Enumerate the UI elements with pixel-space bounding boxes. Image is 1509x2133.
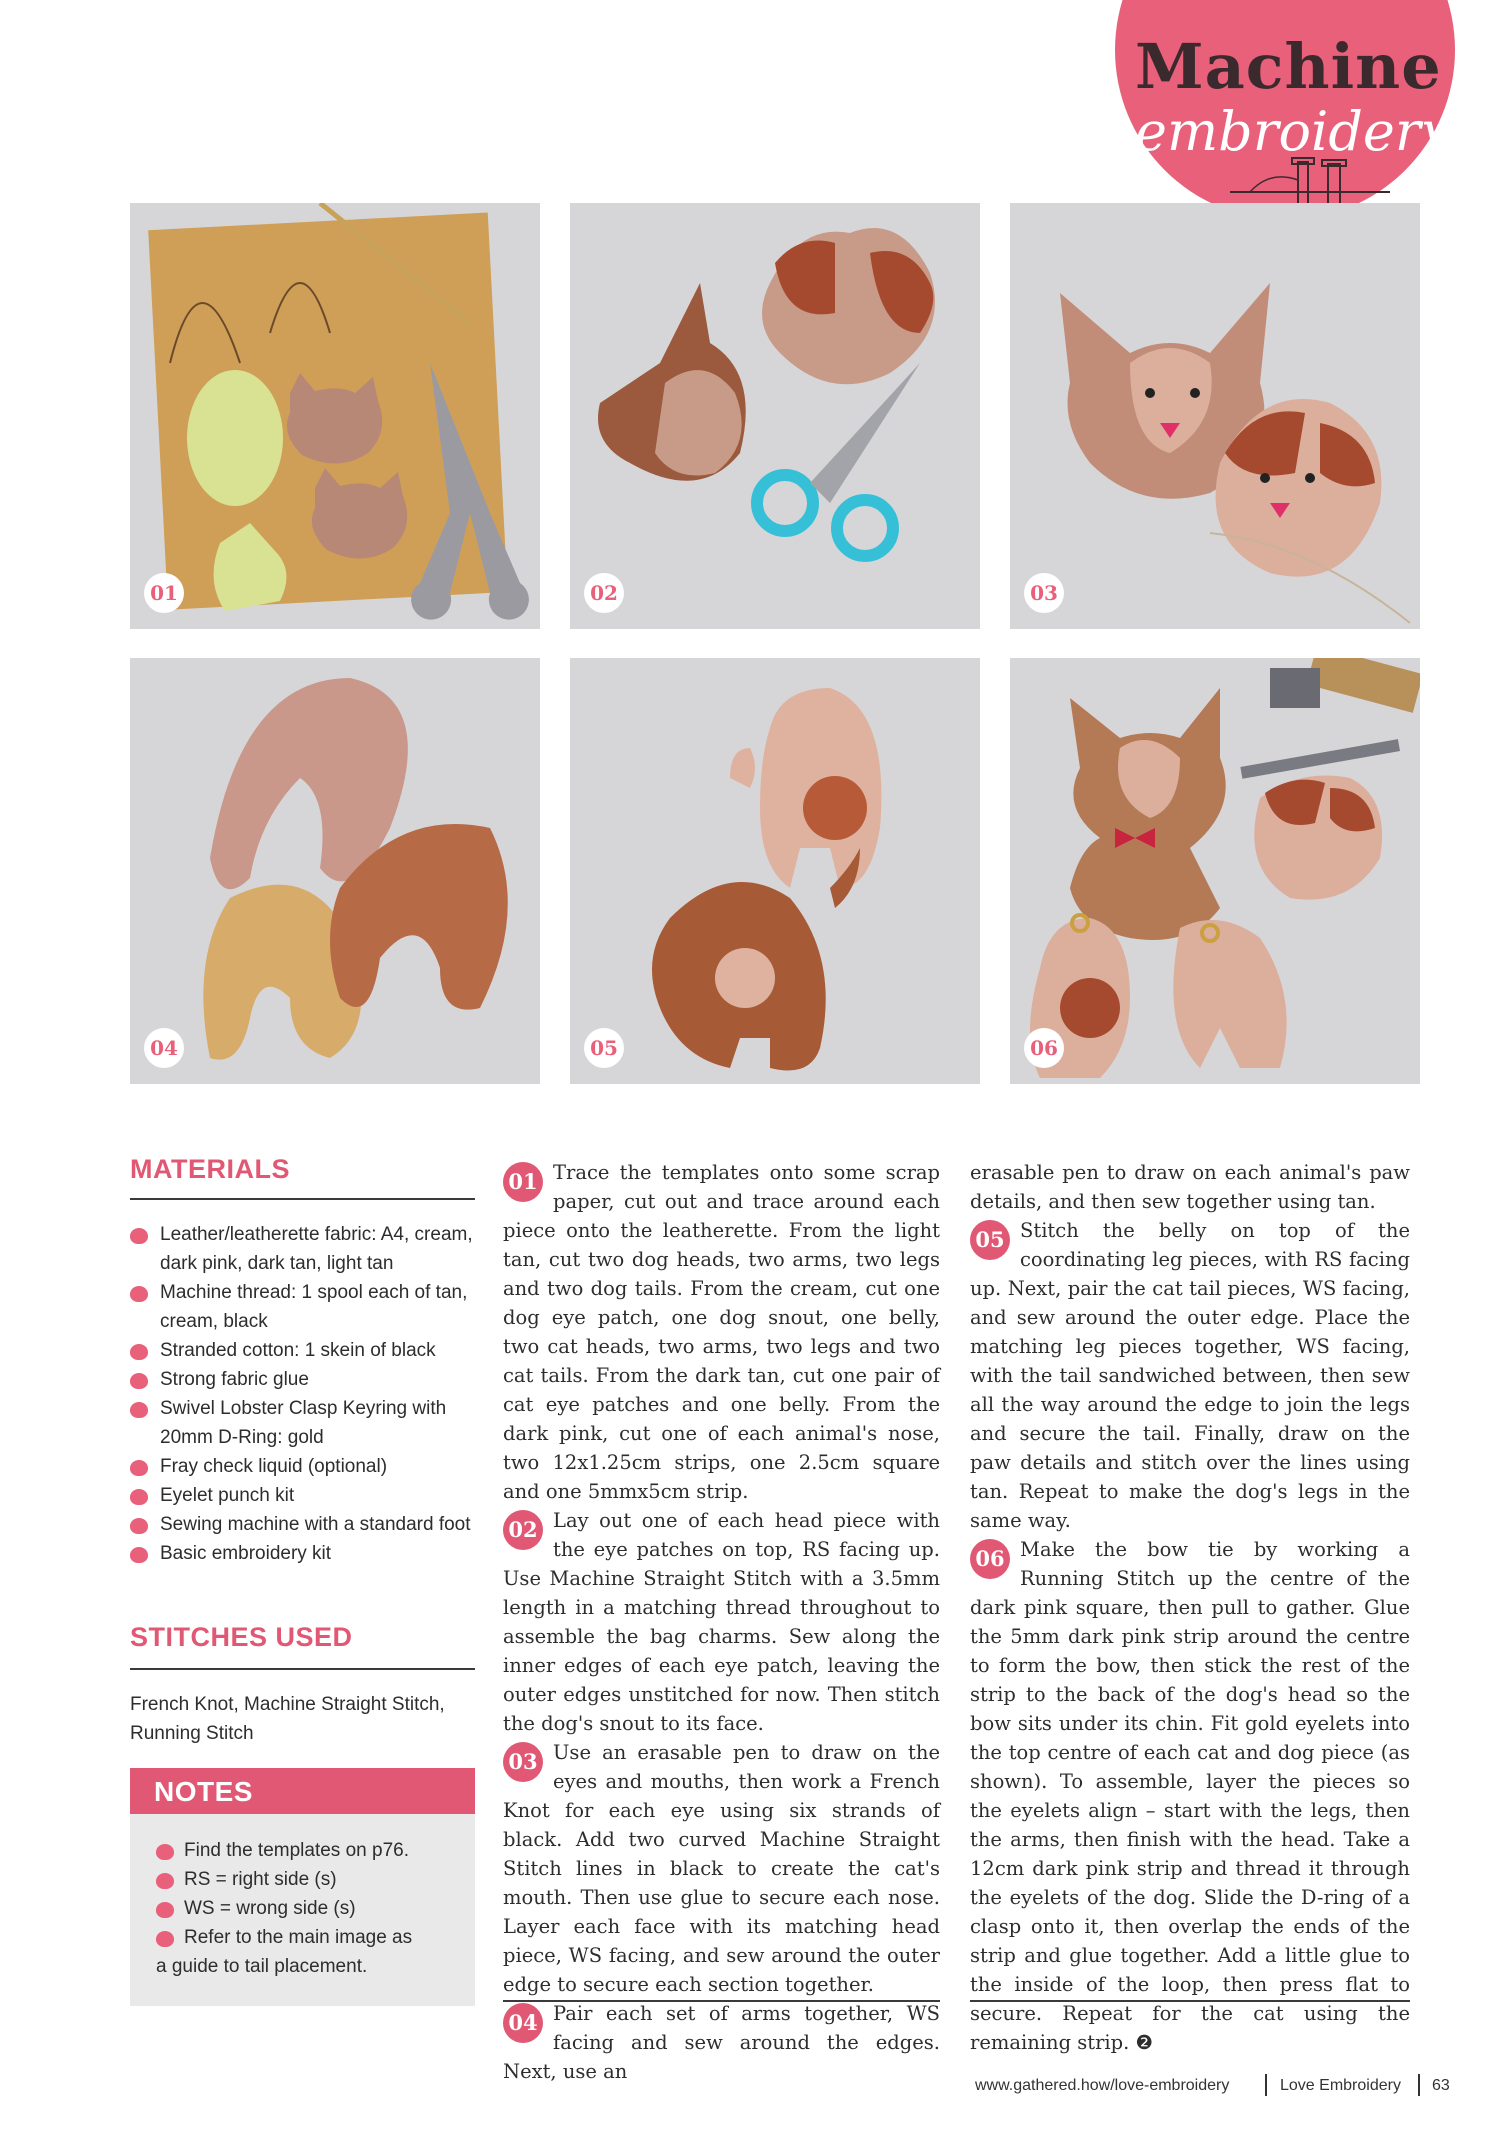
- footer-url: www.gathered.how/love-embroidery: [975, 2077, 1230, 2094]
- step-04: [503, 1999, 940, 2086]
- step-photo-06: [1010, 658, 1420, 1084]
- footer-magazine: Love Embroidery: [1280, 2077, 1401, 2094]
- notes-heading: NOTES: [154, 1776, 253, 1807]
- step-05: [970, 1216, 1410, 1535]
- photo-number: 02: [584, 573, 624, 613]
- steps-column-2: [970, 1158, 1410, 2057]
- step-number-badge: 05: [970, 1220, 1010, 1260]
- list-item: Find the templates on p76.: [156, 1836, 456, 1865]
- step-number-badge: 06: [970, 1539, 1010, 1579]
- steps-column-1: [503, 1158, 940, 2086]
- photo-number: 03: [1024, 573, 1064, 613]
- list-item: Refer to the main image as: [156, 1923, 456, 1952]
- materials-heading: MATERIALS: [130, 1154, 290, 1184]
- list-item: Basic embroidery kit: [130, 1539, 480, 1568]
- list-item: Eyelet punch kit: [130, 1481, 480, 1510]
- step-02: [503, 1506, 940, 1738]
- step-06: [970, 1535, 1410, 2057]
- step-04-continued: erasable pen to draw on each animal's paw details, and then sew together using tan.: [970, 1161, 1410, 1213]
- stitches-heading: STITCHES USED: [130, 1622, 353, 1652]
- stitches-text: French Knot, Machine Straight Stitch, Running Stitch: [130, 1694, 445, 1744]
- step-photo-01: [130, 203, 540, 629]
- step-text: Make the bow tie by working a Running Stitch up the centre of the dark pink square, then pull to gather. Glue the 5mm dark pink strip around the centre to form the bow, then stick the rest of the strip to the back of the dog's head so the bow sits under its chin. Fit gold eyelets into the top centre of each cat and dog piece (as shown). To assemble, layer the pieces so the eyelets align – start with the legs, then the arms, then finish with the head. Take a 12cm dark pink strip and thread it through the eyelets of the dog. Slide the D-ring of a clasp onto it, then overlap the ends of the strip and glue together. Add a little glue to the inside of the loop, then press flat to secure. Repeat for the cat using the remaining strip. ❷: [970, 1538, 1410, 2054]
- step-text: Trace the templates onto some scrap paper, cut out and trace around each piece onto the leatherette. From the light tan, cut two dog heads, two arms, two legs and two dog tails. From the cream, cut one dog eye patch, one dog snout, one belly, two cat heads, two arms, two legs and two cat tails. From the dark tan, cut one pair of cat eye patches and one belly. From the dark pink, cut one of each animal's nose, two 12x1.25cm strips, one 2.5cm square and one 5mmx5cm strip.: [503, 1161, 940, 1503]
- step-text: Pair each set of arms together, WS facing and sew around the edges. Next, use an: [503, 2002, 940, 2083]
- step-text: Stitch the belly on top of the coordinating leg pieces, with RS facing up. Next, pair the cat tail pieces, WS facing, and sew around the outer edge. Place the matching leg pieces together, WS facing, with the tail sandwiched between, then sew all the way around the edge to join the legs and secure the tail. Finally, draw on the paw details and stitch over the lines using tan. Repeat to make the dog's legs in the same way.: [970, 1219, 1410, 1532]
- step-number-badge: 04: [503, 2003, 543, 2043]
- footer-separator: [1265, 2074, 1267, 2096]
- footer-separator: [1418, 2074, 1420, 2096]
- materials-rule: [130, 1198, 475, 1200]
- column-1-end-rule: [503, 2000, 940, 2002]
- list-item: WS = wrong side (s): [156, 1894, 456, 1923]
- stitches-rule: [130, 1668, 475, 1670]
- step-number-badge: 01: [503, 1162, 543, 1202]
- photo-number: 06: [1024, 1028, 1064, 1068]
- list-item: Fray check liquid (optional): [130, 1452, 480, 1481]
- page-number: 63: [1432, 2077, 1450, 2094]
- list-item: Strong fabric glue: [130, 1365, 480, 1394]
- photo-number: 01: [144, 573, 184, 613]
- step-photo-02: [570, 203, 980, 629]
- step-photo-03: [1010, 203, 1420, 629]
- step-01: [503, 1158, 940, 1506]
- section-subtitle: embroidery: [1135, 100, 1452, 163]
- step-text: Lay out one of each head piece with the eye patches on top, RS facing up. Use Machine Straight Stitch with a 3.5mm length in a matching thread throughout to assemble the bag charms. Sew along the inner edges of each eye patch, leaving the outer edges unstitched for now. Then stitch the dog's snout to its face.: [503, 1509, 940, 1735]
- materials-list: [130, 1220, 480, 1568]
- list-item: Leather/leatherette fabric: A4, cream, dark pink, dark tan, light tan: [130, 1220, 480, 1278]
- step-number-badge: 03: [503, 1742, 543, 1782]
- list-item: Machine thread: 1 spool each of tan, cream, black: [130, 1278, 480, 1336]
- list-item: Swivel Lobster Clasp Keyring with 20mm D-Ring: gold: [130, 1394, 480, 1452]
- step-photo-05: [570, 658, 980, 1084]
- photo-number: 04: [144, 1028, 184, 1068]
- list-item: Sewing machine with a standard foot: [130, 1510, 480, 1539]
- list-item: RS = right side (s): [156, 1865, 456, 1894]
- step-text: Use an erasable pen to draw on the eyes and mouths, then work a French Knot for each eye using six strands of black. Add two curved Machine Straight Stitch lines in black to create the cat's mouth. Then use glue to secure each nose. Layer each face with its matching head piece, WS facing, and sew around the outer edge to secure each section together.: [503, 1741, 940, 1996]
- notes-header: [130, 1768, 475, 1814]
- notes-box: [130, 1768, 475, 2006]
- photo-number: 05: [584, 1028, 624, 1068]
- list-item: Stranded cotton: 1 skein of black: [130, 1336, 480, 1365]
- list-item: a guide to tail placement.: [156, 1956, 368, 1977]
- step-03: [503, 1738, 940, 1999]
- section-title: Machine: [1135, 30, 1442, 103]
- notes-list: [156, 1836, 456, 1981]
- column-2-end-rule: [970, 2000, 1410, 2002]
- step-number-badge: 02: [503, 1510, 543, 1550]
- step-photo-04: [130, 658, 540, 1084]
